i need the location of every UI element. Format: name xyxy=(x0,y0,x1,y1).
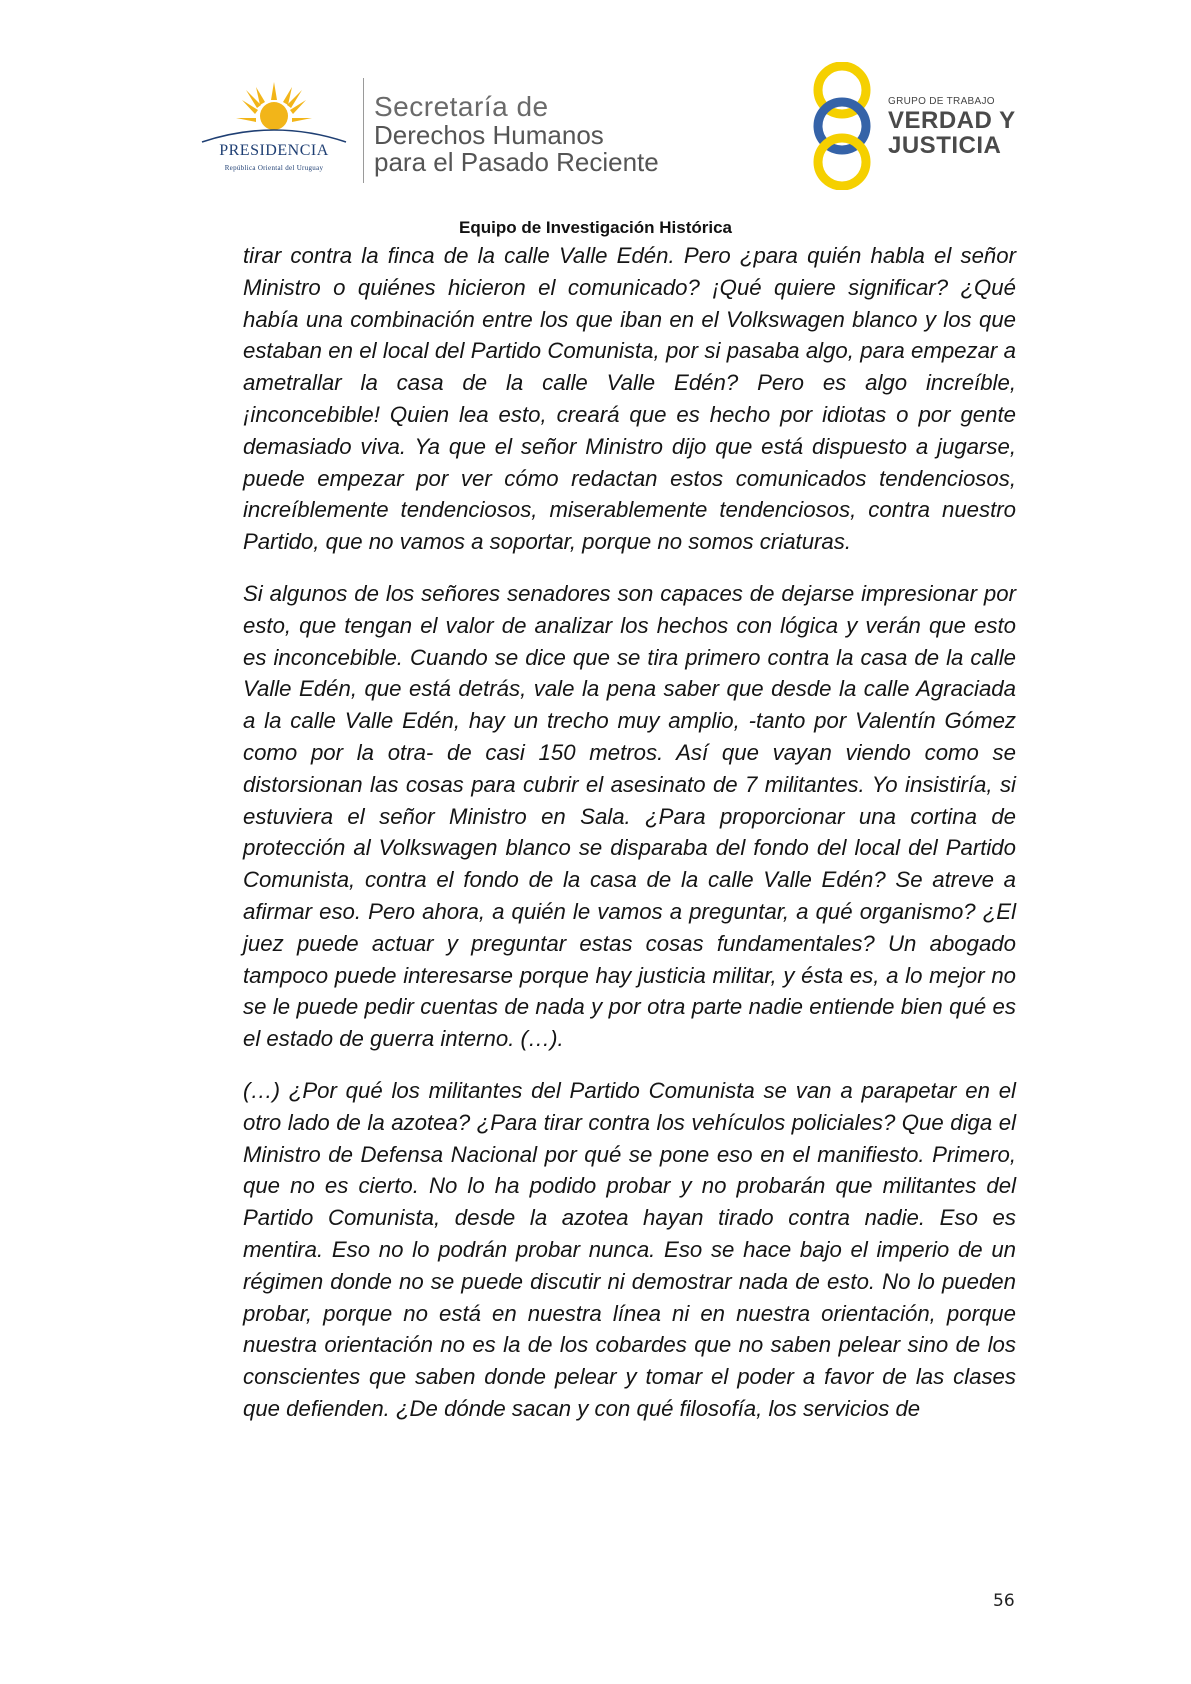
header-divider xyxy=(363,78,364,183)
rings-icon xyxy=(806,62,878,190)
secretaria-line2: Derechos Humanos xyxy=(374,120,604,150)
team-title: Equipo de Investigación Histórica xyxy=(459,218,732,237)
grupo-line3: JUSTICIA xyxy=(888,132,1002,159)
page-header xyxy=(0,0,1191,210)
page-number: 56 xyxy=(993,1591,1015,1611)
secretaria-logo-text xyxy=(374,92,734,176)
secretaria-line3: para el Pasado Reciente xyxy=(374,147,659,177)
grupo-line1: GRUPO DE TRABAJO xyxy=(888,96,995,107)
paragraph: (…) ¿Por qué los militantes del Partido Comunista se van a parapetar en el otro lado de la azotea? ¿Para tirar contra los vehículos policiales? Que diga el Ministro de Defensa Nacional por qué se pone eso en el manifiesto. Primero, que no es cierto. No lo ha podido probar y no probarán que militantes del Partido Comunista, desde la azotea hayan tirado contra nadie. Eso es mentira. Eso no lo podrán probar nunca. Eso se hace bajo el imperio de un régimen donde no se puede discutir ni demostrar nada de esto. No lo pueden probar, porque no está en nuestra línea ni en nuestra orientación, porque nuestra orientación no es la de los cobardes que no saben pelear sino de los conscientes que saben donde pelear y tomar el poder a favor de las clases que defienden. ¿De dónde sacan y con qué filosofía, los servicios de xyxy=(243,1077,1016,1421)
presidencia-name: PRESIDENCIA xyxy=(219,142,329,159)
grupo-line2: VERDAD Y xyxy=(888,107,1016,134)
grupo-trabajo-text xyxy=(888,96,1038,158)
paragraph: tirar contra la finca de la calle Valle Edén. Pero ¿para quién habla el señor Ministro o quiénes hicieron el comunicado? ¡Qué quiere significar? ¿Qué había una combinación entre los que iban en el Volkswagen blanco y los que estaban en el local del Partido Comunista, por si pasaba algo, para empezar a ametrallar la casa de la calle Valle Edén? Pero es algo increíble, ¡inconcebible! Quien lea esto, creará que es hecho por idiotas o por gente demasiado viva. Ya que el señor Ministro dijo que está dispuesto a jugarse, puede empezar por ver cómo redactan estos comunicados tendenciosos, increíblemente tendenciosos, miserablemente tendenciosos, contra nuestro Partido, que no vamos a soportar, porque no somos criaturas. xyxy=(243,243,1016,555)
paragraph: Si algunos de los señores senadores son capaces de dejarse impresionar por esto, que tengan el valor de analizar los hechos con lógica y verán que esto es inconcebible. Cuando se dice que se tira primero contra la casa de la calle Valle Edén, que está detrás, vale la pena saber que desde la calle Agraciada a la calle Valle Edén, hay un trecho muy amplio, -tanto por Valentín Gómez como por la otra- de casi 150 metros. Así que vayan viendo como se distorsionan las cosas para cubrir el asesinato de 7 militantes. Yo insistiría, si estuviera el señor Ministro en Sala. ¿Para proporcionar una cortina de protección al Volkswagen blanco se disparaba del fondo del local del Partido Comunista, contra el fondo de la casa de la calle Valle Edén? Se atreve a afirmar eso. Pero ahora, a quién le vamos a preguntar, a qué organismo? ¿El juez puede actuar y preguntar estas cosas fundamentales? Un abogado tampoco puede interesarse porque hay justicia militar, y ésta es, a lo mejor no se le puede pedir cuentas de nada y por otra parte nadie entiende bien qué es el estado de guerra interno. (…). xyxy=(243,580,1016,1052)
document-body xyxy=(243,240,1016,1445)
presidencia-subtitle: República Oriental del Uruguay xyxy=(224,164,324,172)
presidencia-logo xyxy=(196,82,352,178)
secretaria-line1: Secretaría de xyxy=(374,91,549,122)
arc-decoration xyxy=(200,124,348,144)
verdad-justicia-logo xyxy=(806,62,1036,190)
